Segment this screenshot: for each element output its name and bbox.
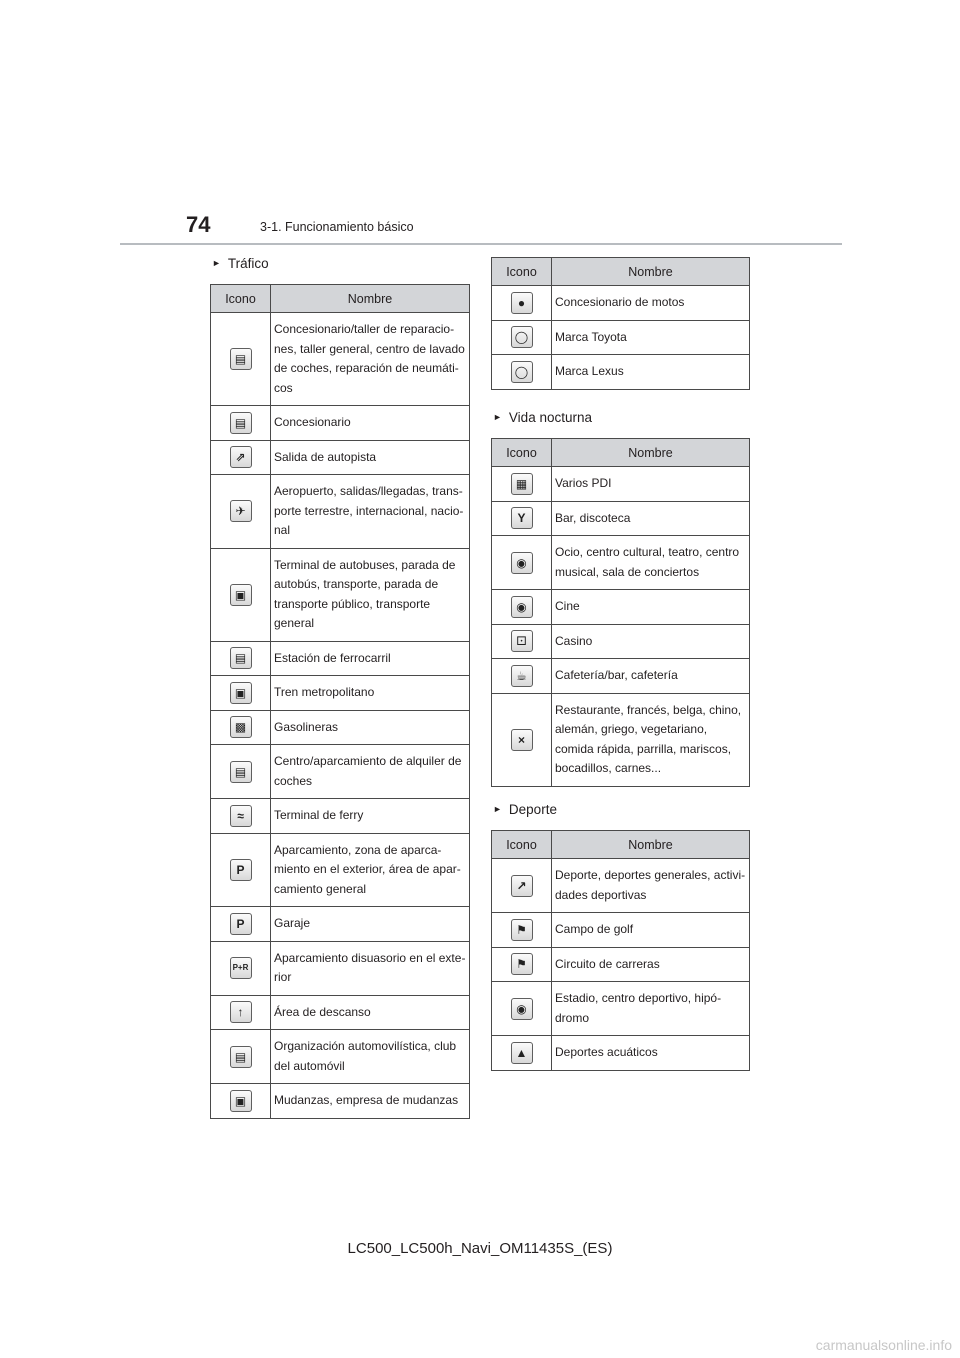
auto-club-icon: ▤ bbox=[230, 1046, 252, 1068]
heading-trafico bbox=[212, 256, 269, 271]
table-row bbox=[492, 624, 750, 659]
park-and-ride-icon: P+R bbox=[230, 957, 252, 979]
icon-cell bbox=[492, 1036, 552, 1071]
poi-name: Marca Toyota bbox=[552, 320, 750, 355]
coffee-cup-icon: ☕ bbox=[511, 665, 533, 687]
heading-trafico-label: Tráfico bbox=[227, 256, 269, 271]
table-row bbox=[211, 833, 470, 907]
various-poi-icon: ▦ bbox=[511, 473, 533, 495]
sailing-icon: ▲ bbox=[511, 1042, 533, 1064]
table-trafico bbox=[210, 284, 470, 1119]
poi-name: Cafetería/bar, cafetería bbox=[552, 659, 750, 694]
fork-knife-icon: × bbox=[511, 729, 533, 751]
icon-cell bbox=[492, 536, 552, 590]
icon-cell bbox=[492, 320, 552, 355]
icon-cell bbox=[211, 1084, 271, 1119]
train-station-icon: ▤ bbox=[230, 647, 252, 669]
table-row bbox=[211, 406, 470, 441]
poi-name: Restaurante, francés, belga, chino, alemán, griego, vegetariano, comida rápida, parrilla, mariscos, bocadillos, carnes... bbox=[552, 693, 750, 786]
table-row bbox=[211, 440, 470, 475]
column-header-icono: Icono bbox=[492, 258, 552, 286]
icon-cell bbox=[211, 676, 271, 711]
table-row bbox=[492, 355, 750, 390]
poi-name: Aparcamiento disuasorio en el exte- rior bbox=[271, 941, 470, 995]
icon-cell bbox=[211, 833, 271, 907]
poi-name: Garaje bbox=[271, 907, 470, 942]
table-row bbox=[211, 710, 470, 745]
highway-exit-icon: ⇗ bbox=[230, 446, 252, 468]
bullet-arrow-icon: ► bbox=[212, 257, 221, 268]
column-header-nombre: Nombre bbox=[271, 285, 470, 313]
table-row bbox=[492, 1036, 750, 1071]
car-service-icon: ▤ bbox=[230, 348, 252, 370]
fuel-pump-icon: ▩ bbox=[230, 716, 252, 738]
table-row bbox=[211, 995, 470, 1030]
icon-cell bbox=[211, 1030, 271, 1084]
icon-cell bbox=[492, 467, 552, 502]
table-row bbox=[211, 1084, 470, 1119]
heading-vida-nocturna bbox=[493, 410, 592, 425]
poi-name: Organización automovilística, club del automóvil bbox=[271, 1030, 470, 1084]
lexus-logo-icon: ◯ bbox=[511, 361, 533, 383]
watermark: carmanualsonline.info bbox=[815, 1337, 952, 1353]
table-row bbox=[211, 1030, 470, 1084]
icon-cell bbox=[211, 641, 271, 676]
column-header-icono: Icono bbox=[211, 285, 271, 313]
poi-name: Estadio, centro deportivo, hipó- dromo bbox=[552, 982, 750, 1036]
table-row bbox=[492, 590, 750, 625]
poi-name: Centro/aparcamiento de alquiler de coches bbox=[271, 745, 470, 799]
poi-name: Terminal de autobuses, parada de autobús, transporte, parada de transporte público, transporte general bbox=[271, 548, 470, 641]
heading-deporte-label: Deporte bbox=[508, 802, 557, 817]
poi-name: Ocio, centro cultural, teatro, centro musical, sala de conciertos bbox=[552, 536, 750, 590]
icon-cell bbox=[492, 590, 552, 625]
poi-name: Circuito de carreras bbox=[552, 947, 750, 982]
icon-cell bbox=[211, 799, 271, 834]
column-header-nombre: Nombre bbox=[552, 258, 750, 286]
table-header-row bbox=[211, 285, 470, 313]
poi-name: Terminal de ferry bbox=[271, 799, 470, 834]
table-row bbox=[211, 799, 470, 834]
poi-name: Salida de autopista bbox=[271, 440, 470, 475]
table-row bbox=[492, 467, 750, 502]
table-row bbox=[211, 907, 470, 942]
poi-name: Concesionario de motos bbox=[552, 286, 750, 321]
icon-cell bbox=[492, 947, 552, 982]
ferry-icon: ≈ bbox=[230, 805, 252, 827]
table-header-row bbox=[492, 439, 750, 467]
poi-name: Estación de ferrocarril bbox=[271, 641, 470, 676]
toyota-logo-icon: ◯ bbox=[511, 326, 533, 348]
table-row bbox=[492, 859, 750, 913]
icon-cell bbox=[492, 659, 552, 694]
icon-cell bbox=[211, 440, 271, 475]
poi-name: Deporte, deportes generales, activi- dades deportivas bbox=[552, 859, 750, 913]
table-trafico-continued bbox=[491, 257, 750, 390]
icon-cell bbox=[492, 913, 552, 948]
garage-icon: P bbox=[230, 913, 252, 935]
column-header-icono: Icono bbox=[492, 439, 552, 467]
table-row bbox=[211, 641, 470, 676]
page-number: 74 bbox=[186, 212, 211, 237]
bullet-arrow-icon: ► bbox=[493, 803, 502, 814]
poi-name: Cine bbox=[552, 590, 750, 625]
moving-truck-icon: ▣ bbox=[230, 1090, 252, 1112]
icon-cell bbox=[492, 859, 552, 913]
icon-cell bbox=[492, 624, 552, 659]
icon-cell bbox=[492, 693, 552, 786]
table-row bbox=[492, 693, 750, 786]
icon-cell bbox=[492, 355, 552, 390]
table-row bbox=[492, 320, 750, 355]
icon-cell bbox=[211, 548, 271, 641]
poi-name: Marca Lexus bbox=[552, 355, 750, 390]
table-row bbox=[492, 501, 750, 536]
poi-name: Casino bbox=[552, 624, 750, 659]
heading-deporte bbox=[493, 802, 557, 817]
sports-icon: ↗ bbox=[511, 875, 533, 897]
motorcycle-dealer-icon: ● bbox=[511, 292, 533, 314]
table-row bbox=[211, 745, 470, 799]
airplane-icon: ✈ bbox=[230, 500, 252, 522]
document-code: LC500_LC500h_Navi_OM11435S_(ES) bbox=[347, 1240, 613, 1257]
column-header-icono: Icono bbox=[492, 831, 552, 859]
table-deporte bbox=[491, 830, 750, 1071]
table-row bbox=[211, 313, 470, 406]
heading-vida-nocturna-label: Vida nocturna bbox=[508, 410, 592, 425]
bus-icon: ▣ bbox=[230, 584, 252, 606]
metro-train-icon: ▣ bbox=[230, 682, 252, 704]
rest-area-icon: ↑ bbox=[230, 1001, 252, 1023]
table-row bbox=[492, 982, 750, 1036]
poi-name: Bar, discoteca bbox=[552, 501, 750, 536]
poi-name: Tren metropolitano bbox=[271, 676, 470, 711]
movie-camera-icon: ◉ bbox=[511, 596, 533, 618]
icon-cell bbox=[492, 501, 552, 536]
icon-cell bbox=[211, 710, 271, 745]
table-row bbox=[211, 475, 470, 549]
header-divider bbox=[120, 243, 842, 245]
icon-cell bbox=[211, 941, 271, 995]
icon-cell bbox=[211, 313, 271, 406]
poi-name: Campo de golf bbox=[552, 913, 750, 948]
icon-cell bbox=[211, 995, 271, 1030]
poi-name: Varios PDI bbox=[552, 467, 750, 502]
table-row bbox=[492, 659, 750, 694]
golf-icon: ⚑ bbox=[511, 919, 533, 941]
car-rental-icon: ▤ bbox=[230, 761, 252, 783]
table-row bbox=[211, 676, 470, 711]
poi-name: Mudanzas, empresa de mudanzas bbox=[271, 1084, 470, 1119]
table-row bbox=[492, 286, 750, 321]
table-row bbox=[492, 913, 750, 948]
table-row bbox=[211, 548, 470, 641]
icon-cell bbox=[492, 982, 552, 1036]
bullet-arrow-icon: ► bbox=[493, 411, 502, 422]
poi-name: Área de descanso bbox=[271, 995, 470, 1030]
parking-icon: P bbox=[230, 859, 252, 881]
poi-name: Concesionario bbox=[271, 406, 470, 441]
icon-cell bbox=[211, 907, 271, 942]
icon-cell bbox=[211, 406, 271, 441]
table-header-row bbox=[492, 831, 750, 859]
cocktail-icon: Y bbox=[511, 507, 533, 529]
column-header-nombre: Nombre bbox=[552, 831, 750, 859]
table-vida-nocturna bbox=[491, 438, 750, 787]
table-header-row bbox=[492, 258, 750, 286]
icon-cell bbox=[492, 286, 552, 321]
icon-cell bbox=[211, 475, 271, 549]
table-row bbox=[492, 947, 750, 982]
race-flag-icon: ⚑ bbox=[511, 953, 533, 975]
column-header-nombre: Nombre bbox=[552, 439, 750, 467]
table-row bbox=[211, 941, 470, 995]
theater-mask-icon: ◉ bbox=[511, 552, 533, 574]
poi-name: Aeropuerto, salidas/llegadas, trans- porte terrestre, internacional, nacio- nal bbox=[271, 475, 470, 549]
stadium-icon: ◉ bbox=[511, 998, 533, 1020]
icon-cell bbox=[211, 745, 271, 799]
poi-name: Gasolineras bbox=[271, 710, 470, 745]
table-row bbox=[492, 536, 750, 590]
poi-name: Aparcamiento, zona de aparca- miento en el exterior, área de apar- camiento general bbox=[271, 833, 470, 907]
car-dealer-icon: ▤ bbox=[230, 412, 252, 434]
poi-name: Concesionario/taller de reparacio- nes, taller general, centro de lavado de coches, reparación de neumáti- cos bbox=[271, 313, 470, 406]
casino-icon: ⚀ bbox=[511, 630, 533, 652]
section-title: 3-1. Funcionamiento básico bbox=[260, 220, 414, 234]
poi-name: Deportes acuáticos bbox=[552, 1036, 750, 1071]
